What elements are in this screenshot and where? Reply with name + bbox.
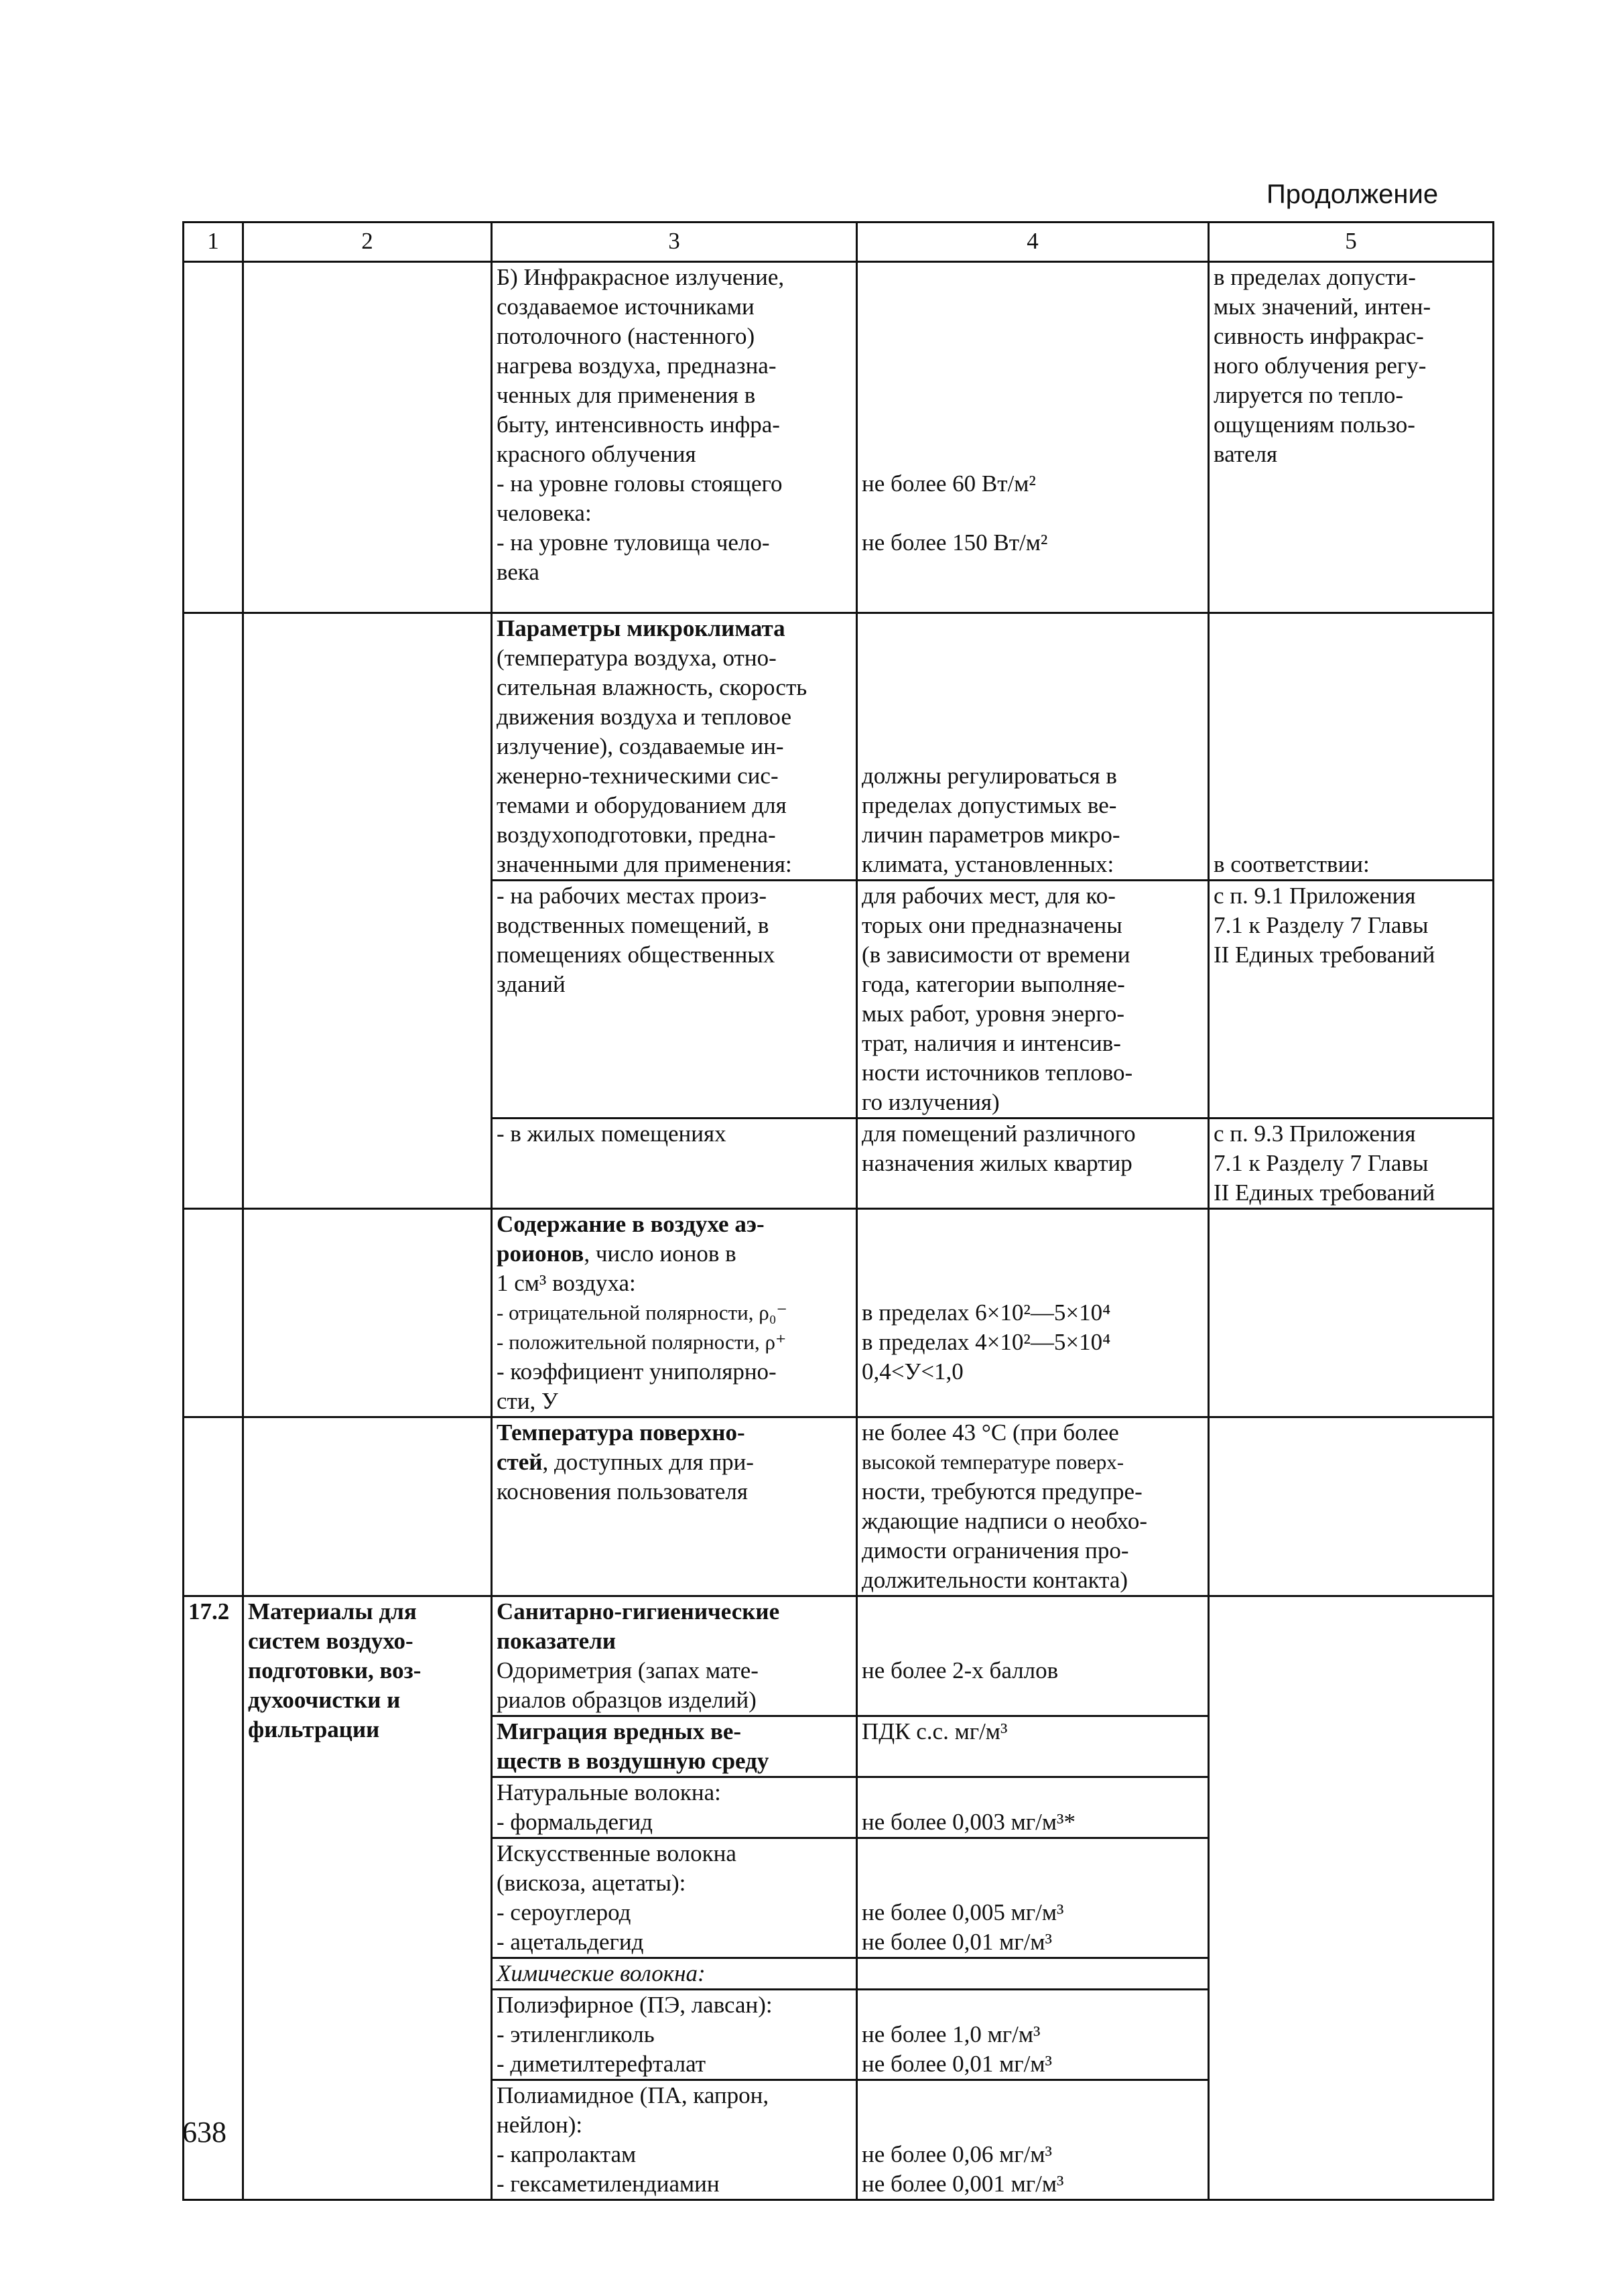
infrared-values: не более 60 Вт/м² не более 150 Вт/м² xyxy=(857,262,1209,613)
section-name: Материалы для систем воздухо- подготовки, воз- духоочистки и фильтрации xyxy=(243,1596,492,2200)
aeroions-description: Содержание в воздухе аэ- роионов, число ионов в 1 см³ воздуха: - отрицательной полярности, ρ₀⁻ - положительной полярности, ρ⁺ - коэффициент униполярно- сти, У xyxy=(492,1209,857,1417)
header-col-2: 2 xyxy=(243,222,492,262)
surface-temperature-value: не более 43 °С (при более высокой температуре поверх- ности, требуются предупре- ждающие надписи о необхо- димости ограничения про- должительности контакта) xyxy=(857,1417,1209,1596)
microclimate-description: Параметры микроклимата (температура воздуха, отно- сительная влажность, скорость движения воздуха и тепловое излучение), создаваемые ин- женерно-техническими сис- темами и оборудованием для воздухоподготовки, предна- значенными для применения: xyxy=(492,613,857,881)
table-row-infrared xyxy=(184,262,1494,613)
infrared-description: Б) Инфракрасное излучение, создаваемое источниками потолочного (настенного) нагрева воздуха, предназна- ченных для применения в быту, интенсивность инфра- красного облучения - на уровне головы стоящего человека: - на уровне туловища чело- века xyxy=(492,262,857,613)
section-number: 17.2 xyxy=(184,1596,243,2200)
workplaces-description: - на рабочих местах произ- водственных помещений, в помещениях общественных зданий xyxy=(492,881,857,1119)
header-col-1: 1 xyxy=(184,222,243,262)
table-header-row xyxy=(184,222,1494,262)
continuation-label: Продолжение xyxy=(1267,180,1439,209)
table-row-microclimate xyxy=(184,613,1494,881)
surface-temperature-description: Температура поверхно- стей, доступных для при- косновения пользователя xyxy=(492,1417,857,1596)
residential-reference: с п. 9.3 Приложения 7.1 к Разделу 7 Главы II Единых требований xyxy=(1209,1119,1494,1209)
residential-requirement: для помещений различного назначения жилых квартир xyxy=(857,1119,1209,1209)
table-row-surface-temperature xyxy=(184,1417,1494,1596)
microclimate-reference: в соответствии: xyxy=(1209,613,1494,881)
workplaces-reference: с п. 9.1 Приложения 7.1 к Разделу 7 Главы II Единых требований xyxy=(1209,881,1494,1119)
page-number: 638 xyxy=(182,2116,226,2149)
hygiene-requirements-table xyxy=(182,221,1494,2201)
header-col-3: 3 xyxy=(492,222,857,262)
aeroions-values: в пределах 6×10²—5×10⁴ в пределах 4×10²—5×10⁴ 0,4<У<1,0 xyxy=(857,1209,1209,1417)
materials-indicators: Санитарно-гигиенические показатели Одориметрия (запах мате- риалов образцов изделий) Миграция вредных ве- ществ в воздушную среду Натуральные волокна: - формальдегид Искусственные волокна (вискоза, ацетаты): - сероуглерод - ацетальдегид Химические волокна: Полиэфирное (ПЭ, лавсан): - этиленгликоль - диметилтерефталат Полиамидное (ПА, капрон, нейлон): - капролактам - гексаметилендиамин xyxy=(492,1596,857,2200)
microclimate-requirement: должны регулироваться в пределах допустимых ве- личин параметров микро- климата, установленных: xyxy=(857,613,1209,881)
residential-description: - в жилых помещениях xyxy=(492,1119,857,1209)
infrared-notes: в пределах допусти- мых значений, интен- сивность инфракрас- ного облучения регу- лируется по тепло- ощущениям пользо- вателя xyxy=(1209,262,1494,613)
header-col-4: 4 xyxy=(857,222,1209,262)
materials-values: не более 2-х баллов ПДК с.с. мг/м³ не более 0,003 мг/м³* не более 0,005 мг/м³ не более 0,01 мг/м³ не более 1,0 мг/м³ не более 0,01 мг/м³ не более 0,06 мг/м³ не более 0,001 мг/м³ xyxy=(857,1596,1209,2200)
workplaces-requirement: для рабочих мест, для ко- торых они предназначены (в зависимости от времени года, категории выполняе- мых работ, уровня энерго- трат, наличия и интенсив- ности источников теплово- го излучения) xyxy=(857,881,1209,1119)
header-col-5: 5 xyxy=(1209,222,1494,262)
table-row-aeroions xyxy=(184,1209,1494,1417)
table-row-17-2 xyxy=(184,1596,1494,2200)
